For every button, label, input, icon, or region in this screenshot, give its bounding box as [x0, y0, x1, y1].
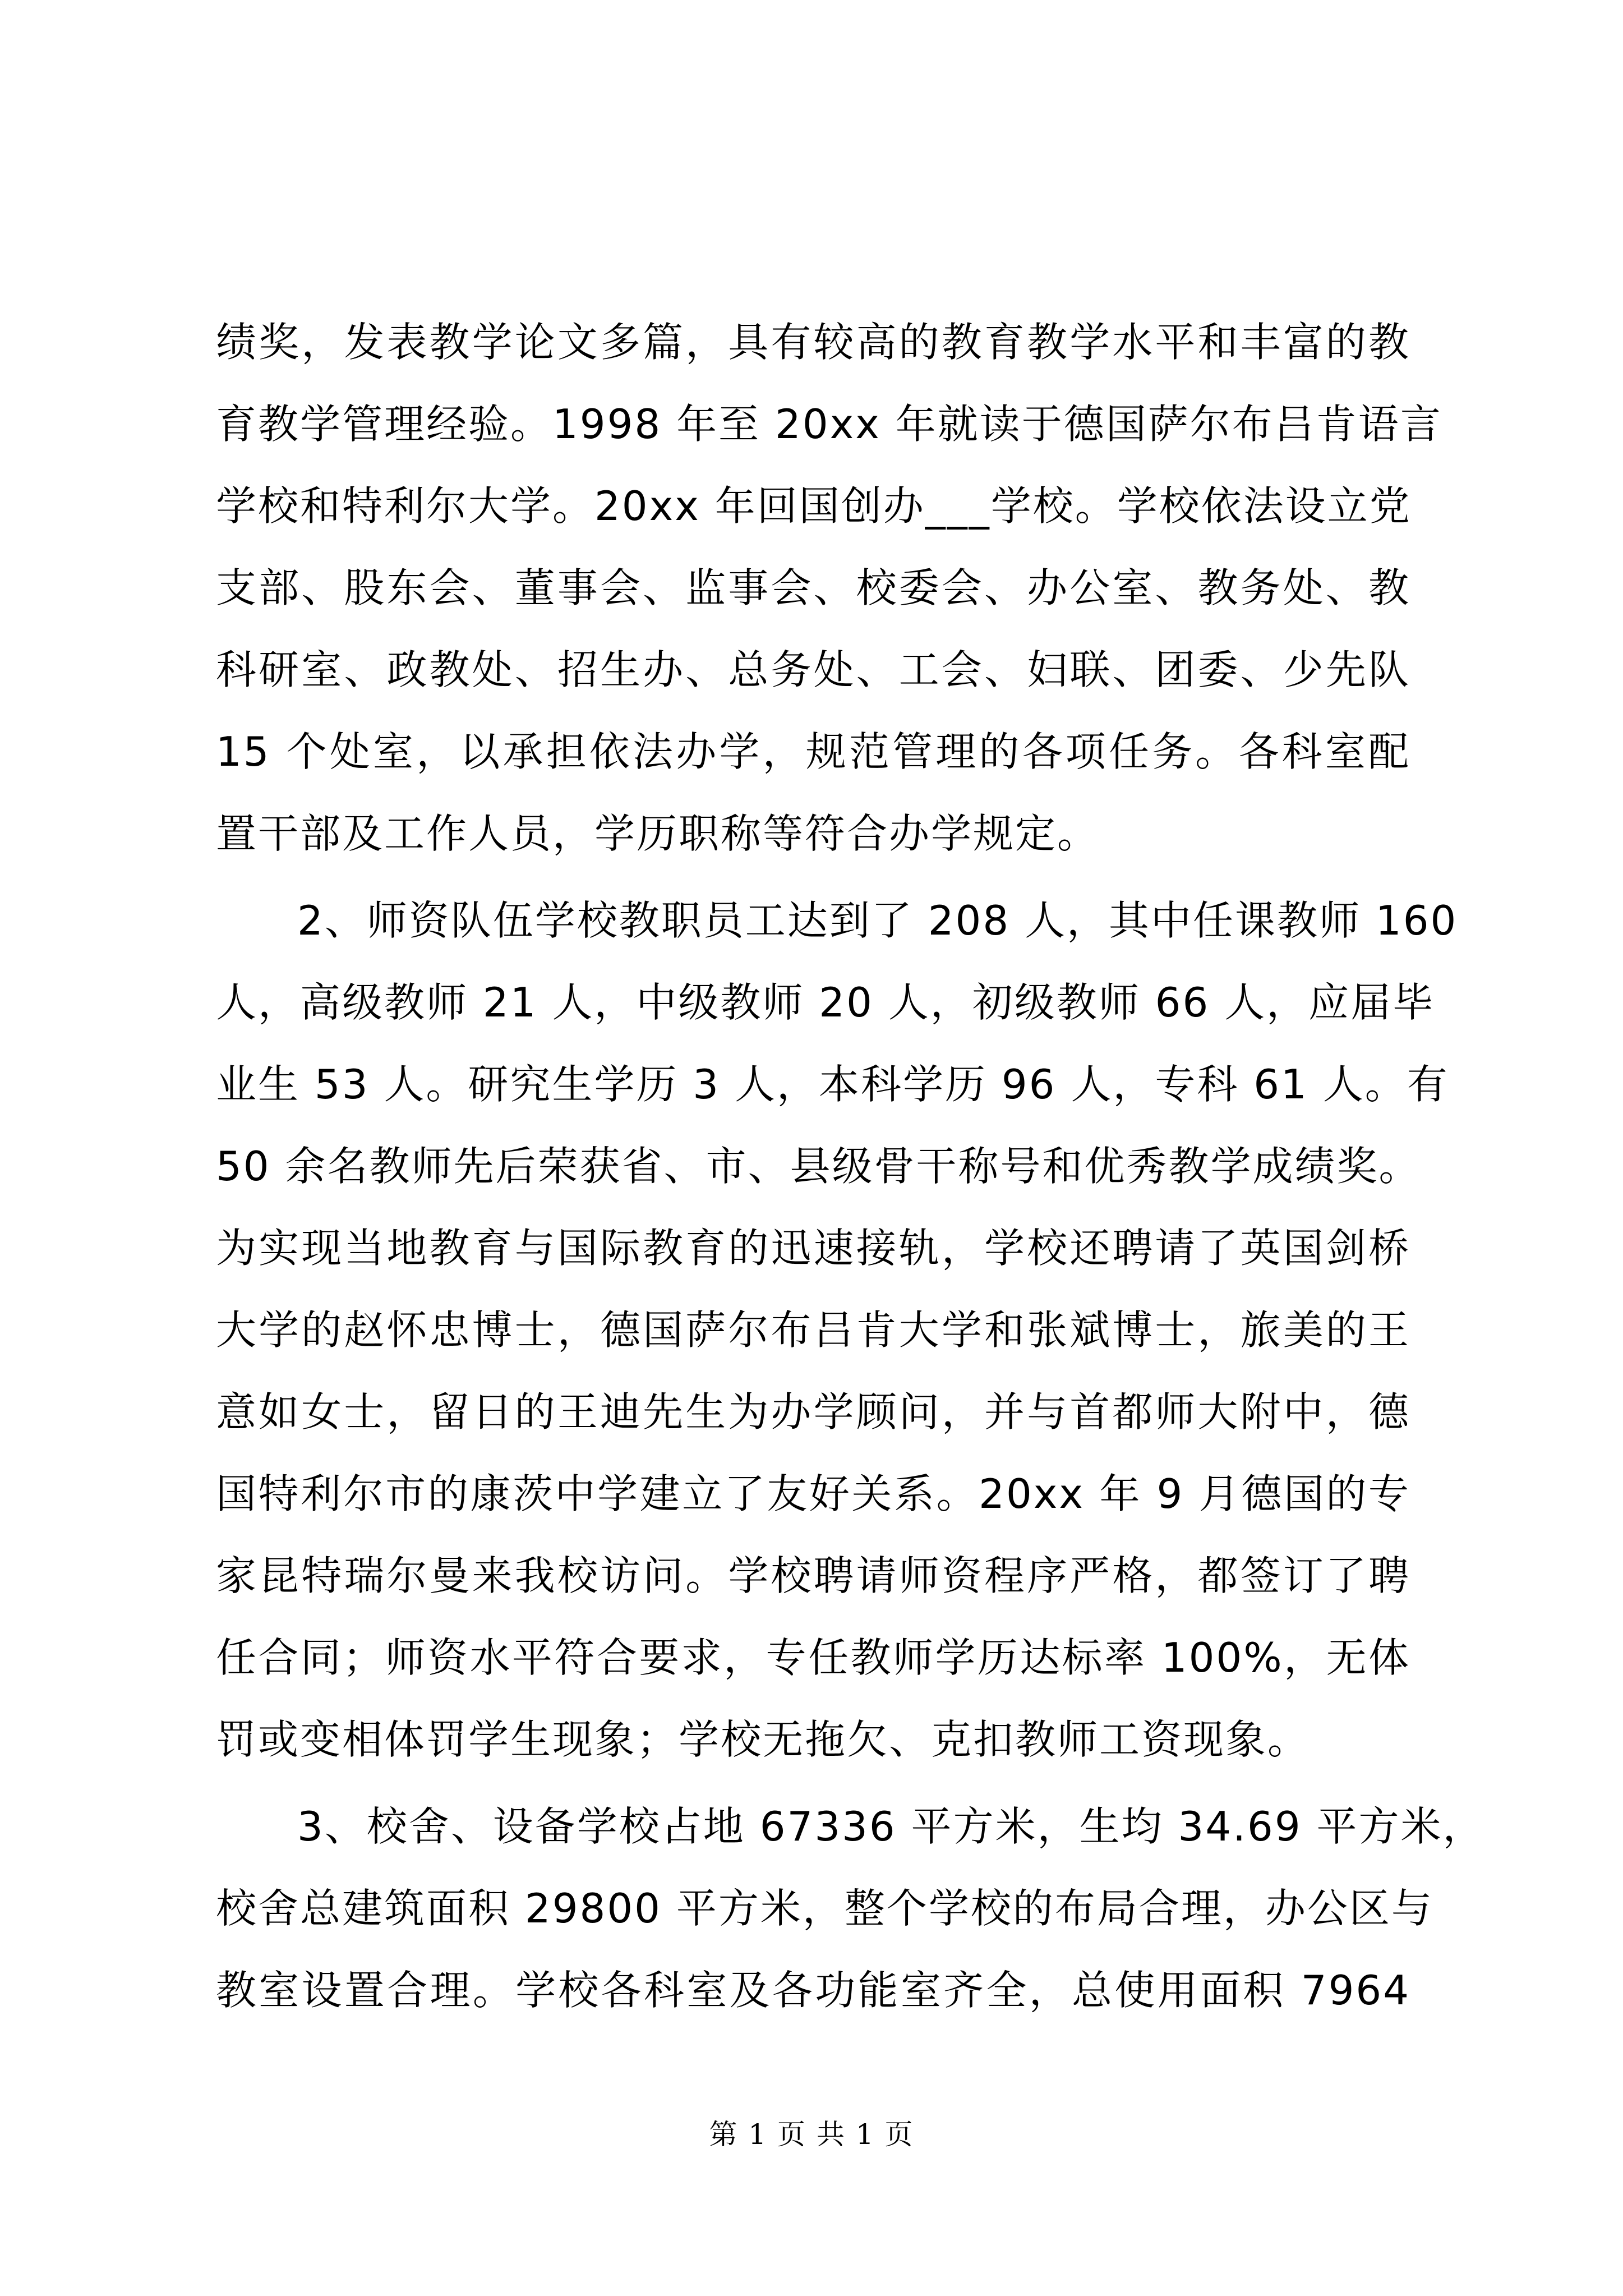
body-line-5: 科研室、政教处、招生办、总务处、工会、妇联、团委、少先队 [216, 646, 1410, 693]
body-line-18: 罚或变相体罚学生现象；学校无拖欠、克扣教师工资现象。 [216, 1716, 1310, 1763]
body-line-9: 人，高级教师 21 人，中级教师 20 人，初级教师 66 人，应届毕 [216, 979, 1435, 1026]
body-line-15: 国特利尔市的康茨中学建立了友好关系。20xx 年 9 月德国的专 [216, 1470, 1410, 1517]
body-line-8: 2、师资队伍学校教职员工达到了 208 人，其中任课教师 160 [297, 897, 1458, 944]
body-line-17: 任合同；师资水平符合要求，专任教师学历达标率 100%，无体 [216, 1634, 1410, 1681]
body-line-2: 育教学管理经验。1998 年至 20xx 年就读于德国萨尔布吕肯语言 [216, 401, 1442, 448]
body-line-12: 为实现当地教育与国际教育的迅速接轨，学校还聘请了英国剑桥 [216, 1225, 1410, 1272]
body-line-11: 50 余名教师先后荣获省、市、县级骨干称号和优秀教学成绩奖。 [216, 1143, 1421, 1190]
body-line-21: 教室设置合理。学校各科室及各功能室齐全，总使用面积 7964 [216, 1967, 1410, 2014]
body-line-6: 15 个处室，以承担依法办学，规范管理的各项任务。各科室配 [216, 728, 1410, 775]
body-line-20: 校舍总建筑面积 29800 平方米，整个学校的布局合理，办公区与 [216, 1885, 1433, 1932]
body-line-7: 置干部及工作人员，学历职称等符合办学规定。 [216, 810, 1100, 857]
body-line-3: 学校和特利尔大学。20xx 年回国创办___学校。学校依法设立党 [216, 482, 1412, 530]
body-line-4: 支部、股东会、董事会、监事会、校委会、办公室、教务处、教 [216, 564, 1410, 611]
body-line-13: 大学的赵怀忠博士，德国萨尔布吕肯大学和张斌博士，旅美的王 [216, 1306, 1410, 1354]
body-line-19: 3、校舍、设备学校占地 67336 平方米，生均 34.69 平方米， [297, 1803, 1485, 1850]
body-line-1: 绩奖，发表教学论文多篇，具有较高的教育教学水平和丰富的教 [216, 319, 1410, 366]
page-number-footer: 第 1 页 共 1 页 [709, 2118, 914, 2151]
body-line-14: 意如女士，留日的王迪先生为办学顾问，并与首都师大附中，德 [216, 1388, 1410, 1435]
body-line-10: 业生 53 人。研究生学历 3 人，本科学历 96 人，专科 61 人。有 [216, 1061, 1449, 1108]
body-line-16: 家昆特瑞尔曼来我校访问。学校聘请师资程序严格，都签订了聘 [216, 1552, 1410, 1599]
